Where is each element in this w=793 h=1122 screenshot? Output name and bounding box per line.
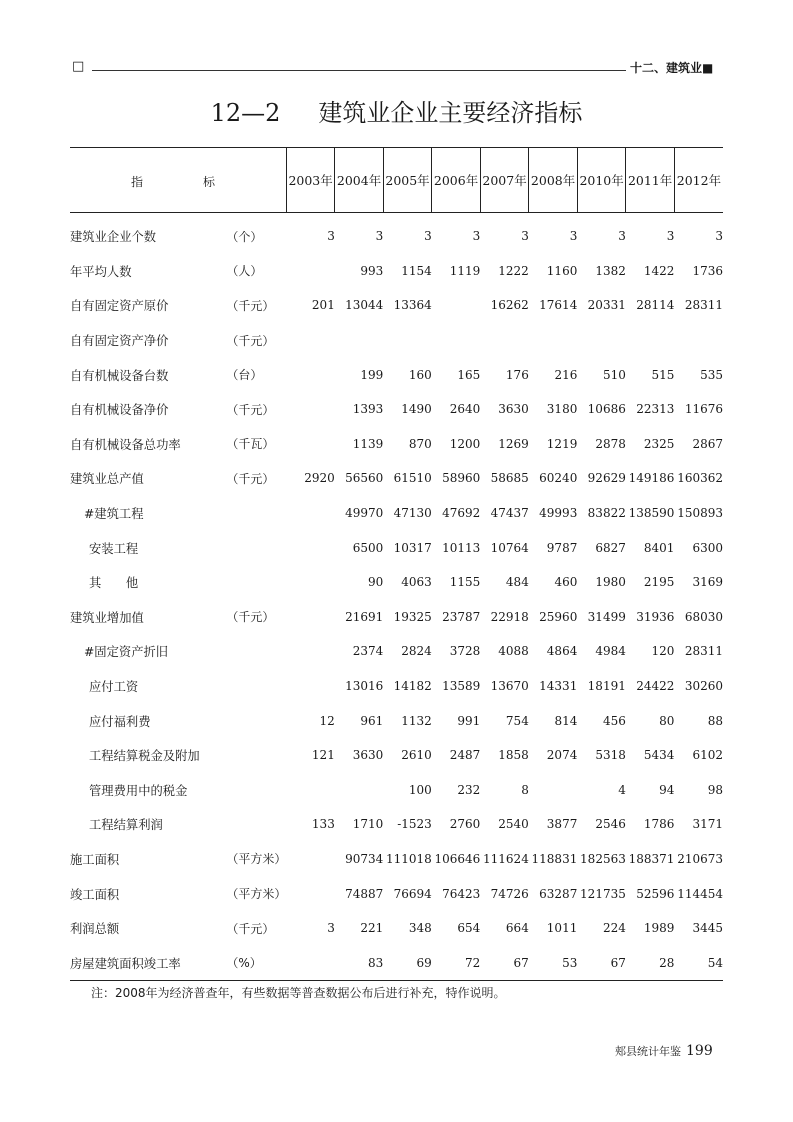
value-cell: 150893 xyxy=(677,506,723,521)
value-cell: 83822 xyxy=(587,506,626,521)
value-cell: 6102 xyxy=(692,748,723,763)
row-unit: （千元） xyxy=(226,298,275,313)
table-row xyxy=(70,669,723,704)
table-row xyxy=(70,461,723,496)
value-cell xyxy=(335,323,383,358)
table-row xyxy=(70,807,723,842)
value-cell xyxy=(286,669,334,704)
value-cell: 1155 xyxy=(449,575,481,590)
value-cell: 1200 xyxy=(449,436,481,451)
value-cell: 4063 xyxy=(401,575,432,590)
row-indicator-name: 自有固定资产净价 xyxy=(70,334,169,349)
header-box-mark: □ xyxy=(72,59,85,74)
value-cell: 54 xyxy=(674,945,723,980)
row-indicator-name: 房屋建筑面积竣工率 xyxy=(70,945,226,980)
year-header: 2008年 xyxy=(529,148,578,213)
value-cell: 6300 xyxy=(692,540,723,555)
value-cell: 9787 xyxy=(546,540,578,555)
value-cell: 30260 xyxy=(684,679,723,694)
page-footer xyxy=(615,1043,713,1059)
value-cell: 21691 xyxy=(345,609,384,624)
year-header: 2006年 xyxy=(432,148,481,213)
value-cell: 25960 xyxy=(539,609,578,624)
row-unit: （千元） xyxy=(226,402,275,417)
value-cell: 176 xyxy=(505,367,529,382)
value-cell: 63287 xyxy=(539,886,578,901)
value-cell: 4 xyxy=(618,782,626,797)
footnote: 注：2008年为经济普查年，有些数据等普查数据公布后进行补充，特作说明。 xyxy=(91,986,506,1000)
value-cell: 3 xyxy=(375,229,384,244)
value-cell xyxy=(674,323,723,358)
value-cell xyxy=(383,323,432,358)
value-cell: 13044 xyxy=(345,298,384,313)
row-unit: （千瓦） xyxy=(226,437,275,452)
value-cell: 1139 xyxy=(352,436,384,451)
value-cell: 1119 xyxy=(449,263,481,278)
table-row xyxy=(70,876,723,911)
value-cell: 22918 xyxy=(490,609,529,624)
value-cell xyxy=(286,565,334,600)
table-row xyxy=(70,600,723,635)
value-cell: 52596 xyxy=(636,886,675,901)
value-cell: 348 xyxy=(408,921,432,936)
value-cell: 221 xyxy=(360,921,384,936)
value-cell: 4088 xyxy=(498,644,529,659)
value-cell: 4864 xyxy=(546,644,578,659)
row-indicator-name: 应付福利费 xyxy=(89,714,151,729)
year-header: 2010年 xyxy=(577,148,626,213)
value-cell: 664 xyxy=(505,921,529,936)
value-cell: 2920 xyxy=(304,471,335,486)
row-indicator-name: 竣工面积 xyxy=(70,887,120,902)
header-rule xyxy=(92,70,626,71)
value-cell: 28114 xyxy=(636,298,675,313)
value-cell: 1132 xyxy=(401,713,432,728)
value-cell: 111018 xyxy=(385,851,432,866)
value-cell: 5434 xyxy=(643,748,675,763)
value-cell xyxy=(432,288,481,323)
value-cell: 76694 xyxy=(393,886,432,901)
value-cell: 2195 xyxy=(643,575,675,590)
row-indicator-name: 工程结算税金及附加 xyxy=(89,749,200,764)
row-indicator-name: 自有机械设备总功率 xyxy=(70,437,181,452)
row-unit: （台） xyxy=(226,368,263,383)
value-cell: 120 xyxy=(651,644,675,659)
table-row xyxy=(70,634,723,669)
row-unit xyxy=(226,703,286,738)
table-row xyxy=(70,738,723,773)
row-indicator-name: 施工面积 xyxy=(70,852,120,867)
value-cell: 1490 xyxy=(401,402,432,417)
value-cell: 92629 xyxy=(587,471,626,486)
indicator-column-header xyxy=(70,148,286,213)
value-cell: 74887 xyxy=(345,886,384,901)
page-number: 199 xyxy=(686,1043,713,1059)
value-cell: 13016 xyxy=(345,679,384,694)
value-cell: 3 xyxy=(327,921,335,936)
row-unit xyxy=(226,565,286,600)
value-cell: 2760 xyxy=(449,817,481,832)
row-unit: （平方米） xyxy=(226,887,287,902)
value-cell: 3 xyxy=(424,229,432,244)
value-cell: 510 xyxy=(602,367,626,382)
value-cell: 88 xyxy=(707,713,723,728)
value-cell: 80 xyxy=(659,713,675,728)
year-header: 2003年 xyxy=(286,148,334,213)
value-cell: 754 xyxy=(505,713,529,728)
value-cell xyxy=(286,496,334,531)
value-cell: 3 xyxy=(666,229,675,244)
value-cell: 28311 xyxy=(684,298,723,313)
value-cell: 4984 xyxy=(595,644,626,659)
table-row xyxy=(70,288,723,323)
value-cell: 5318 xyxy=(595,748,626,763)
value-cell: 76423 xyxy=(442,886,481,901)
value-cell: 1160 xyxy=(546,263,578,278)
value-cell: 49970 xyxy=(345,506,384,521)
value-cell: 484 xyxy=(505,575,529,590)
value-cell xyxy=(286,357,334,392)
value-cell: 160 xyxy=(408,367,432,382)
value-cell: 47437 xyxy=(490,506,529,521)
row-unit: （平方米） xyxy=(226,852,287,867)
value-cell: 23787 xyxy=(442,609,481,624)
table-title-text: 建筑业企业主要经济指标 xyxy=(318,99,583,127)
value-cell xyxy=(286,254,334,289)
table-number: 12—2 xyxy=(210,99,281,127)
value-cell: 90 xyxy=(368,575,384,590)
value-cell: 16262 xyxy=(490,298,529,313)
value-cell: 2374 xyxy=(352,644,384,659)
value-cell: 49993 xyxy=(539,506,578,521)
table-row xyxy=(70,945,723,980)
value-cell: 47130 xyxy=(393,506,432,521)
value-cell: 2878 xyxy=(595,436,626,451)
row-indicator-name: 建筑业企业个数 xyxy=(70,230,157,245)
value-cell: 31499 xyxy=(587,609,626,624)
value-cell: 456 xyxy=(602,713,626,728)
value-cell: 31936 xyxy=(636,609,675,624)
value-cell: 1710 xyxy=(352,817,384,832)
table-row xyxy=(70,357,723,392)
value-cell xyxy=(286,530,334,565)
value-cell: 3 xyxy=(569,229,578,244)
yearbook-name: 郏县统计年鉴 xyxy=(615,1045,681,1058)
table-body xyxy=(70,213,723,981)
value-cell: 22313 xyxy=(636,402,675,417)
row-indicator-name: 自有机械设备台数 xyxy=(70,368,169,383)
value-cell: 460 xyxy=(554,575,578,590)
value-cell: 3 xyxy=(472,229,481,244)
section-title: 十二、建筑业■ xyxy=(630,61,714,75)
value-cell: 216 xyxy=(554,367,578,382)
value-cell: 11676 xyxy=(684,402,723,417)
value-cell: 20331 xyxy=(587,298,626,313)
table-row xyxy=(70,565,723,600)
row-indicator-name: 自有固定资产原价 xyxy=(70,299,169,314)
row-unit xyxy=(226,807,286,842)
value-cell: 3630 xyxy=(352,748,384,763)
value-cell xyxy=(286,392,334,427)
value-cell xyxy=(529,773,578,808)
value-cell: 1980 xyxy=(595,575,626,590)
value-cell: 991 xyxy=(457,713,481,728)
value-cell: 19325 xyxy=(393,609,432,624)
value-cell: 106646 xyxy=(434,851,481,866)
value-cell xyxy=(529,323,578,358)
value-cell: 2640 xyxy=(449,402,481,417)
value-cell xyxy=(286,945,334,980)
value-cell: 111624 xyxy=(483,851,529,866)
value-cell: 2867 xyxy=(692,436,723,451)
year-header: 2007年 xyxy=(480,148,529,213)
value-cell: 535 xyxy=(700,367,723,382)
value-cell: 1736 xyxy=(692,263,723,278)
value-cell xyxy=(286,773,334,808)
value-cell: 149186 xyxy=(628,471,675,486)
row-unit xyxy=(226,738,286,773)
value-cell: 654 xyxy=(457,921,481,936)
table-row xyxy=(70,323,723,358)
row-indicator-name: 应付工资 xyxy=(89,680,139,695)
row-indicator-name: 建筑业总产值 xyxy=(70,472,144,487)
value-cell: 47692 xyxy=(442,506,481,521)
value-cell: 74726 xyxy=(490,886,529,901)
value-cell: 1786 xyxy=(643,817,675,832)
value-cell: 3 xyxy=(327,229,335,244)
value-cell: 2546 xyxy=(595,817,626,832)
value-cell: 6500 xyxy=(352,540,384,555)
row-indicator-name: 管理费用中的税金 xyxy=(89,783,188,798)
value-cell: 1393 xyxy=(352,402,384,417)
value-cell: 182563 xyxy=(580,851,626,866)
row-unit: （%） xyxy=(226,945,286,980)
row-unit xyxy=(226,530,286,565)
row-indicator-name: 利润总额 xyxy=(70,922,120,937)
value-cell: 10764 xyxy=(490,540,529,555)
value-cell: 18191 xyxy=(587,679,626,694)
value-cell: 1219 xyxy=(546,436,578,451)
value-cell: 10317 xyxy=(393,540,432,555)
value-cell: 1154 xyxy=(401,263,432,278)
value-cell: 201 xyxy=(311,298,335,313)
year-header: 2012年 xyxy=(674,148,723,213)
row-unit: （千元） xyxy=(226,333,275,348)
row-unit: （千元） xyxy=(226,921,275,936)
table-row xyxy=(70,703,723,738)
value-cell xyxy=(432,323,481,358)
value-cell: 1222 xyxy=(498,263,529,278)
value-cell: 8 xyxy=(521,782,529,797)
header-label-b: 标 xyxy=(203,175,216,189)
row-unit: （人） xyxy=(226,264,263,279)
value-cell: 3877 xyxy=(546,817,578,832)
row-unit: （个） xyxy=(226,229,263,244)
value-cell: 2824 xyxy=(401,644,432,659)
value-cell: 69 xyxy=(383,945,432,980)
row-indicator-name: 建筑业增加值 xyxy=(70,610,144,625)
value-cell: 61510 xyxy=(393,471,432,486)
table-row xyxy=(70,213,723,254)
value-cell: 6827 xyxy=(595,540,626,555)
value-cell: 188371 xyxy=(628,851,675,866)
value-cell xyxy=(335,773,383,808)
value-cell: 56560 xyxy=(345,471,384,486)
value-cell: 232 xyxy=(457,782,481,797)
value-cell: 28 xyxy=(626,945,675,980)
value-cell: 3 xyxy=(715,229,723,244)
value-cell: 12 xyxy=(319,713,335,728)
row-indicator-name: 安装工程 xyxy=(89,541,139,556)
table-title xyxy=(0,93,793,128)
value-cell: 8401 xyxy=(643,540,675,555)
value-cell: 98 xyxy=(707,782,723,797)
value-cell: 24422 xyxy=(636,679,675,694)
value-cell: 165 xyxy=(457,367,481,382)
value-cell: 870 xyxy=(408,436,432,451)
row-indicator-name: 年平均人数 xyxy=(70,264,132,279)
row-unit: （千元） xyxy=(226,471,275,486)
value-cell: 2540 xyxy=(498,817,529,832)
value-cell: 1989 xyxy=(643,921,675,936)
row-unit xyxy=(226,773,286,808)
row-unit xyxy=(226,669,286,704)
value-cell: 3445 xyxy=(692,921,723,936)
year-header: 2005年 xyxy=(383,148,432,213)
value-cell: 10686 xyxy=(587,402,626,417)
value-cell: 3630 xyxy=(498,402,529,417)
row-indicator-name: #固定资产折旧 xyxy=(84,645,169,660)
value-cell: 3 xyxy=(618,229,626,244)
row-indicator-name: 自有机械设备净价 xyxy=(70,403,169,418)
value-cell: 68030 xyxy=(684,609,723,624)
table-row xyxy=(70,254,723,289)
value-cell: 118831 xyxy=(531,851,578,866)
value-cell: 224 xyxy=(602,921,626,936)
value-cell xyxy=(286,427,334,462)
value-cell: 515 xyxy=(651,367,675,382)
value-cell: 2325 xyxy=(643,436,675,451)
value-cell: 814 xyxy=(554,713,578,728)
value-cell: 199 xyxy=(360,367,384,382)
row-indicator-name: 其 他 xyxy=(89,576,139,591)
table-row xyxy=(70,773,723,808)
value-cell: 90734 xyxy=(345,851,384,866)
value-cell: 133 xyxy=(311,817,335,832)
header-label-a: 指 xyxy=(131,175,144,189)
value-cell: 17614 xyxy=(539,298,578,313)
value-cell: 14331 xyxy=(539,679,578,694)
table-row xyxy=(70,842,723,877)
value-cell: 121735 xyxy=(580,886,626,901)
value-cell: 67 xyxy=(577,945,626,980)
value-cell: 3171 xyxy=(692,817,723,832)
table-header-row xyxy=(70,148,723,213)
year-header: 2011年 xyxy=(626,148,675,213)
table-row xyxy=(70,911,723,946)
value-cell: 94 xyxy=(659,782,675,797)
value-cell: 1382 xyxy=(595,263,626,278)
value-cell: 961 xyxy=(360,713,384,728)
row-unit xyxy=(226,496,286,531)
economic-indicators-table xyxy=(70,147,723,981)
value-cell xyxy=(626,323,675,358)
value-cell: 1858 xyxy=(498,748,529,763)
value-cell: 58960 xyxy=(442,471,481,486)
value-cell: 2487 xyxy=(449,748,481,763)
value-cell: 1011 xyxy=(546,921,578,936)
value-cell: 993 xyxy=(360,263,384,278)
value-cell: 14182 xyxy=(393,679,432,694)
value-cell: 114454 xyxy=(677,886,723,901)
value-cell: 3728 xyxy=(449,644,481,659)
value-cell xyxy=(286,842,334,877)
value-cell: 3 xyxy=(521,229,529,244)
value-cell: 72 xyxy=(432,945,481,980)
value-cell: 3169 xyxy=(692,575,723,590)
value-cell: 58685 xyxy=(490,471,529,486)
table-row xyxy=(70,530,723,565)
value-cell: 1269 xyxy=(498,436,529,451)
value-cell: -1523 xyxy=(397,817,432,832)
row-indicator-name: 工程结算利润 xyxy=(89,818,163,833)
value-cell: 2074 xyxy=(546,748,578,763)
row-unit: （千元） xyxy=(226,610,275,625)
value-cell xyxy=(286,600,334,635)
row-unit xyxy=(226,634,286,669)
value-cell: 2610 xyxy=(401,748,432,763)
value-cell xyxy=(286,876,334,911)
table-row xyxy=(70,427,723,462)
row-indicator-name: #建筑工程 xyxy=(84,507,144,522)
value-cell xyxy=(577,323,626,358)
value-cell: 10113 xyxy=(442,540,481,555)
value-cell: 28311 xyxy=(684,644,723,659)
value-cell xyxy=(286,323,334,358)
value-cell: 67 xyxy=(480,945,529,980)
value-cell: 13364 xyxy=(393,298,432,313)
value-cell: 13670 xyxy=(490,679,529,694)
table-row xyxy=(70,496,723,531)
value-cell: 3180 xyxy=(546,402,578,417)
value-cell: 83 xyxy=(335,945,383,980)
value-cell: 13589 xyxy=(442,679,481,694)
value-cell: 100 xyxy=(408,782,432,797)
value-cell xyxy=(286,634,334,669)
value-cell xyxy=(480,323,529,358)
table-row xyxy=(70,392,723,427)
value-cell: 210673 xyxy=(677,851,723,866)
year-header: 2004年 xyxy=(335,148,383,213)
value-cell: 53 xyxy=(529,945,578,980)
value-cell: 160362 xyxy=(677,471,723,486)
value-cell: 60240 xyxy=(539,471,578,486)
value-cell: 138590 xyxy=(628,506,675,521)
value-cell: 121 xyxy=(311,748,335,763)
value-cell: 1422 xyxy=(643,263,675,278)
